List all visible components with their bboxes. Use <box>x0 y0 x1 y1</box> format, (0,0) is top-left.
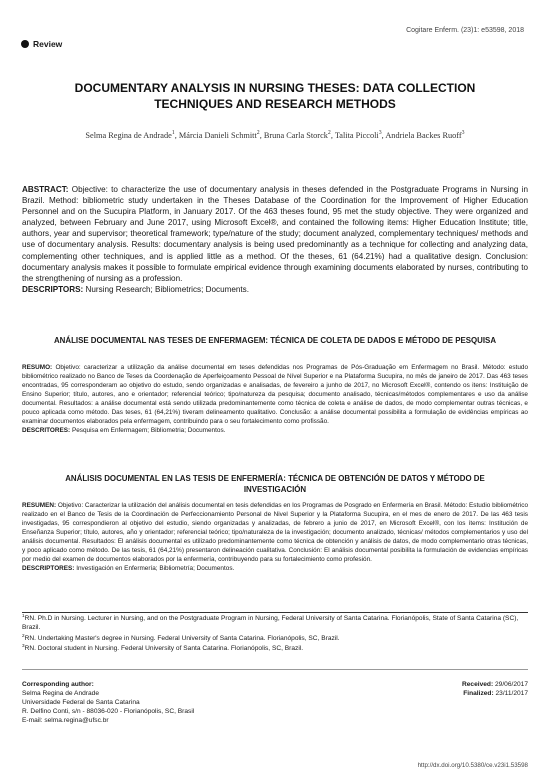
footnote-marker: 3 <box>22 642 25 648</box>
portuguese-title: ANÁLISE DOCUMENTAL NAS TESES DE ENFERMAGEM: TÉCNICA DE COLETA DE DADOS E MÉTODO DE PESQUISA <box>53 336 497 345</box>
received-label: Received: <box>461 681 494 688</box>
resumo-text: Objetivo: caracterizar a utilização da análise documental em teses defendidas nos Programas de Pós-Graduação em Enfermagem no Brasil. Método: estudo bibliométrico realizado no Banco de Teses da Coordenação de Aperfeiçoamento Pessoal de Nível Superior e na Plataforma Sucupira, no mês de janeiro de 2017. Das 463 teses encontradas, 95 corresponderam ao objetivo do estudo, sendo organizadas e analisadas, de fevereiro a junho de 2017, no Microsoft Excel®, contendo os itens: Instituição de Ensino Superior; título, autores, ano e orientador; referencial teórico; tipo/natureza da pesquisa; documento analisado, técnicas/métodos complementares e uso da análise documental. Resultados: a análise documental está sendo utilizada predominantemente como técnica de coleta e análise de dados, de modo complementar outras técnicas, e pouco aplicada como método. Das teses, 61 (64,21%) tiveram delineamento qualitativo. Conclusão: a análise documental possibilita a formulação de evidências empíricas ao examinar documentos elaborados pela enfermagem, contribuindo para o seu fortalecimento como profissão. <box>22 364 528 426</box>
resumo-label: RESUMO: <box>22 364 53 371</box>
article-title: DOCUMENTARY ANALYSIS IN NURSING THESES: DATA COLLECTION TECHNIQUES AND RESEARCH METHODS <box>74 81 476 111</box>
footnote-text: RN. Doctoral student in Nursing. Federal University of Santa Catarina. Florianópolis, SC, Brazil. <box>24 645 304 652</box>
journal-reference: Cogitare Enferm. (23)1: e53598, 2018 <box>406 27 524 34</box>
section-label: Review <box>33 39 63 49</box>
corresponding-institution: Universidade Federal de Santa Catarina <box>22 699 140 706</box>
corresponding-address: R. Delfino Conti, s/n - 88036-020 - Florianópolis, SC, Brasil <box>22 708 195 715</box>
section-divider <box>22 669 528 670</box>
author-list: Selma Regina de Andrade$^1$, Márcia Danieli Schmitt$^2$, Bruna Carla Storck$^2$, Talita Piccoli$^3$, Andriela Backes Ruoff$^3$ <box>85 130 465 140</box>
abstract-english <box>22 184 528 295</box>
corresponding-author <box>22 680 194 725</box>
abstract-portuguese <box>22 363 528 435</box>
author-name: Talita Piccoli <box>334 131 379 140</box>
descritores-text: Pesquisa em Enfermagem; Bibliometria; Documentos. <box>71 427 226 435</box>
footnote-text: RN. Ph.D in Nursing. Lecturer in Nursing, and on the Postgraduate Program in Nursing, Federal University of Santa Catarina. Florianópolis, State of Santa Catarina (SC), Brazil. <box>22 615 519 631</box>
author-name: Márcia Danieli Schmitt <box>178 131 257 140</box>
descriptors-label: DESCRIPTORS: <box>22 284 84 294</box>
author-name: Bruna Carla Storck <box>263 131 328 140</box>
abstract-label: ABSTRACT: <box>22 185 69 194</box>
footnote-marker: 1 <box>22 612 25 618</box>
author-name: Andriela Backes Ruoff <box>385 131 462 140</box>
descriptores-text: Investigación en Enfermería; Bibliometría; Documentos. <box>76 565 235 573</box>
footnote <box>22 644 528 653</box>
footnote <box>22 614 528 632</box>
abstract-text: Objective: to characterize the use of documentary analysis in theses defended in the Postgraduate Programs in Nursing in Brazil. Method: bibliometric study undertaken in the Theses Database of the Coordination for the Improvement of Higher Education Personnel and on the Sucupira Platform, in January 2017. Of the 463 theses found, 95 met the study objective. They were organized and analyzed, between February and June 2017, using Microsoft Excel®, and contained the following items: Higher Education Institute; title, authors, year and supervisor; theoretical framework; type/nature of the study; document analyzed, complementary techniques/ methods and use of documentary analysis. Results: documentary analysis is being used predominantly as a technique for collecting and analyzing data, complementing other techniques, and is applied little as a method. Of the theses, 61 (64.21%) had a qualitative design. Conclusion: documentary analysis makes it possible to formulate empirical evidence through examining documents elaborated by nurses, contributing to the strengthening of nursing as a profession. <box>22 185 528 283</box>
received-date: 29/06/2017 <box>494 681 528 688</box>
footnote <box>22 634 528 643</box>
footnote-divider <box>22 612 528 613</box>
descritores-label: DESCRITORES: <box>22 427 71 435</box>
author-name: Selma Regina de Andrade <box>85 131 172 140</box>
footnote-text: RN. Undertaking Master's degree in Nursing. Federal University of Santa Catarina. Florianópolis, SC, Brazil. <box>24 635 340 642</box>
author-affiliation-marker: 3 <box>378 130 382 137</box>
spanish-title: ANÁLISIS DOCUMENTAL EN LAS TESIS DE ENFERMERÍA: TÉCNICA DE OBTENCIÓN DE DATOS Y MÉTODO DE INVESTIGACIÓN <box>65 474 485 494</box>
resumen-label: RESUMEN: <box>22 502 57 509</box>
bullet-icon <box>21 40 29 48</box>
finalized-label: Finalized: <box>463 690 494 697</box>
author-affiliation-marker: 2 <box>256 130 260 137</box>
corresponding-email[interactable]: E-mail: selma.regina@ufsc.br <box>22 717 109 724</box>
author-affiliation-marker: 3 <box>461 130 465 137</box>
descriptores-label: DESCRIPTORES: <box>22 565 75 573</box>
author-affiliation-marker: 1 <box>171 130 175 137</box>
finalized-date: 23/11/2017 <box>495 690 528 697</box>
doi-link[interactable]: http://dx.doi.org/10.5380/ce.v23i1.53598 <box>417 762 528 769</box>
corresponding-name: Selma Regina de Andrade <box>22 690 99 697</box>
author-affiliation-marker: 2 <box>327 130 331 137</box>
descriptors-text: Nursing Research; Bibliometrics; Documents. <box>85 284 249 294</box>
abstract-spanish <box>22 501 528 573</box>
corresponding-label: Corresponding author: <box>22 681 94 688</box>
section-header <box>21 39 62 49</box>
footnote-marker: 2 <box>22 632 25 638</box>
resumen-text: Objetivo: Caracterizar la utilización del análisis documental en tesis defendidas en los Programas de Posgrado en Enfermería en Brasil. Método: Estudio bibliométrico realizado en el Banco de Tesis de la Coordinación de Perfeccionamiento Personal de Nivel Superior y la Plataforma Sucupira, en el mes de enero de 2017. De las 463 tesis investigadas, 95 correspondieron al objetivo del estudio, siendo organizadas y analizadas, de febrero a junio de 2017, en Microsoft Excel®, con los ítems: Institución de Enseñanza Superior; título, autores, año y orientador; referencial teórico; tipo/naturaleza de la investigación; documento analizado, técnicas/ métodos complementarios y uso del análisis documental. Resultados: El análisis documental es utilizado predominantemente como técnica de obtención y análisis de datos, de modo complementario otras técnicas, y poco aplicado como método. De las tesis, 61 (64,21%) presentaron delineación cualitativa. Conclusión: El análisis documental posibilita la formulación de evidencias empíricas por medio del examen de documentos elaborados por la enfermería, contribuyendo para su fortalecimiento como profesión. <box>22 502 528 564</box>
article-dates <box>462 680 528 698</box>
